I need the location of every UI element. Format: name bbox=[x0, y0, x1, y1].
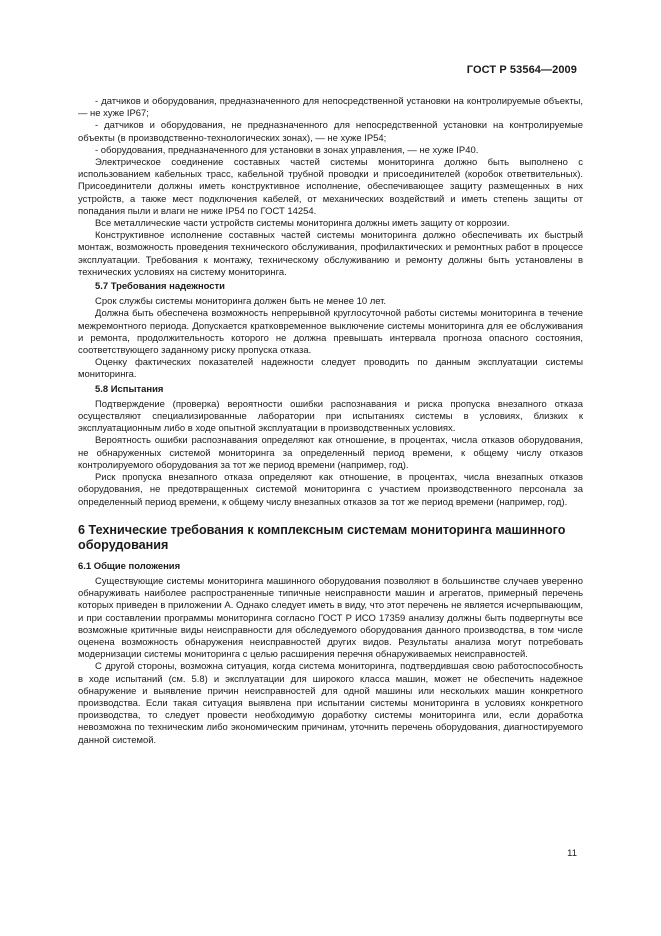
paragraph: Риск пропуска внезапного отказа определяют как отношение, в процентах, числа внезапных отказов оборудования, не предотвращенных системой мониторинга с участием производственного персонала за определенный период времени, к общему числу внезапных отказов за тот же период времени (например, год). bbox=[78, 472, 583, 508]
document-body bbox=[78, 96, 583, 747]
paragraph: С другой стороны, возможна ситуация, когда система мониторинга, подтвердившая свою работоспособность в ходе испытаний (см. 5.8) и эксплуатации для широкого класса машин, может не обеспечить надежное обнаружение и выявление причин неисправностей для одной машины или нескольких машин конкретного производства. Если такая ситуация выявлена при испытании системы мониторинга в условиях конкретного производства, то следует провести необходимую доработку системы мониторинга или, если доработка невозможна по техническим либо экономическим причинам, уточнить перечень оборудования, диагностируемого данной системой. bbox=[78, 661, 583, 746]
list-item: - датчиков и оборудования, предназначенного для непосредственной установки на контролируемые объекты, — не хуже IP67; bbox=[78, 96, 583, 120]
paragraph: Срок службы системы мониторинга должен быть не менее 10 лет. bbox=[95, 296, 387, 308]
paragraph: Конструктивное исполнение составных частей системы мониторинга должно обеспечивать их быстрый монтаж, возможность проведения технического обслуживания, профилактических и ремонтных работ в процессе эксплуатации. Требования к монтажу, техническому обслуживанию и ремонту должны быть установлены в технических условиях на систему мониторинга. bbox=[78, 230, 583, 278]
section-heading-5-8: 5.8 Испытания bbox=[95, 383, 164, 395]
paragraph: Должна быть обеспечена возможность непрерывной круглосуточной работы системы мониторинга в течение межремонтного периода. Допускается кратковременное выключение системы мониторинга для ее обслуживания и ремонта, продолжительность которого не должна превышать интервала прогноза опасного состояния, соответствующего заданному риску пропуска отказа. bbox=[78, 308, 583, 357]
paragraph: Все металлические части устройств системы мониторинга должны иметь защиту от коррозии. bbox=[95, 218, 510, 230]
list-item: - оборудования, предназначенного для установки в зонах управления, — не хуже IP40. bbox=[95, 144, 479, 156]
document-id-header: ГОСТ Р 53564—2009 bbox=[466, 64, 577, 76]
section-heading-6-1: 6.1 Общие положения bbox=[78, 560, 181, 572]
paragraph: Электрическое соединение составных частей системы мониторинга должно быть выполнено с использованием кабельных трасс, кабельной трубной проводки и присоединителей (коробок ответвительных). Присоединители должны иметь конструктивное исполнение, обеспечивающее защиту размещенных в них устройств, а также мест подключения кабелей, от механических воздействий и иметь степень защиты от попадания пыли и влаги не ниже IP54 по ГОСТ 14254. bbox=[78, 157, 583, 217]
paragraph: Оценку фактических показателей надежности следует проводить по данным эксплуатации системы мониторинга. bbox=[78, 357, 583, 381]
list-item: - датчиков и оборудования, не предназначенного для непосредственной установки на контролируемые объекты (в производственно-технологических зонах), — не хуже IP54; bbox=[78, 120, 583, 144]
section-heading-5-7: 5.7 Требования надежности bbox=[95, 281, 225, 293]
paragraph: Подтверждение (проверка) вероятности ошибки распознавания и риска пропуска внезапного отказа осуществляют специализированные лаборатории при испытаниях системы в условиях, близких к эксплуатационным либо в ходе опытной эксплуатации в производственных условиях. bbox=[78, 398, 583, 435]
paragraph: Вероятность ошибки распознавания определяют как отношение, в процентах, числа отказов оборудования, не обнаруженных системой мониторинга за определенный период времени, к общему числу отказов контролируемого оборудования за тот же период времени (например, год). bbox=[78, 435, 583, 471]
page-number: 11 bbox=[567, 848, 577, 859]
section-heading-6: 6 Технические требования к комплексным системам мониторинга машинного оборудования bbox=[78, 522, 566, 552]
paragraph: Существующие системы мониторинга машинного оборудования позволяют в большинстве случаев уверенно обнаруживать наиболее распространенные типичные неисправности машин и агрегатов, примерный перечень которых приведен в приложении А. Однако следует иметь в виду, что этот перечень не является исчерпывающим, и при составлении программы мониторинга согласно ГОСТ Р ИСО 17359 анализу должны быть подвергнуты все возможные критичные виды неисправности для обследуемого оборудования данного производства, в том числе оценена возможность обнаружения неисправностей других видов. Результаты анализа могут потребовать модернизации системы мониторинга с целью расширения перечня обнаруживаемых неисправностей. bbox=[78, 575, 583, 661]
